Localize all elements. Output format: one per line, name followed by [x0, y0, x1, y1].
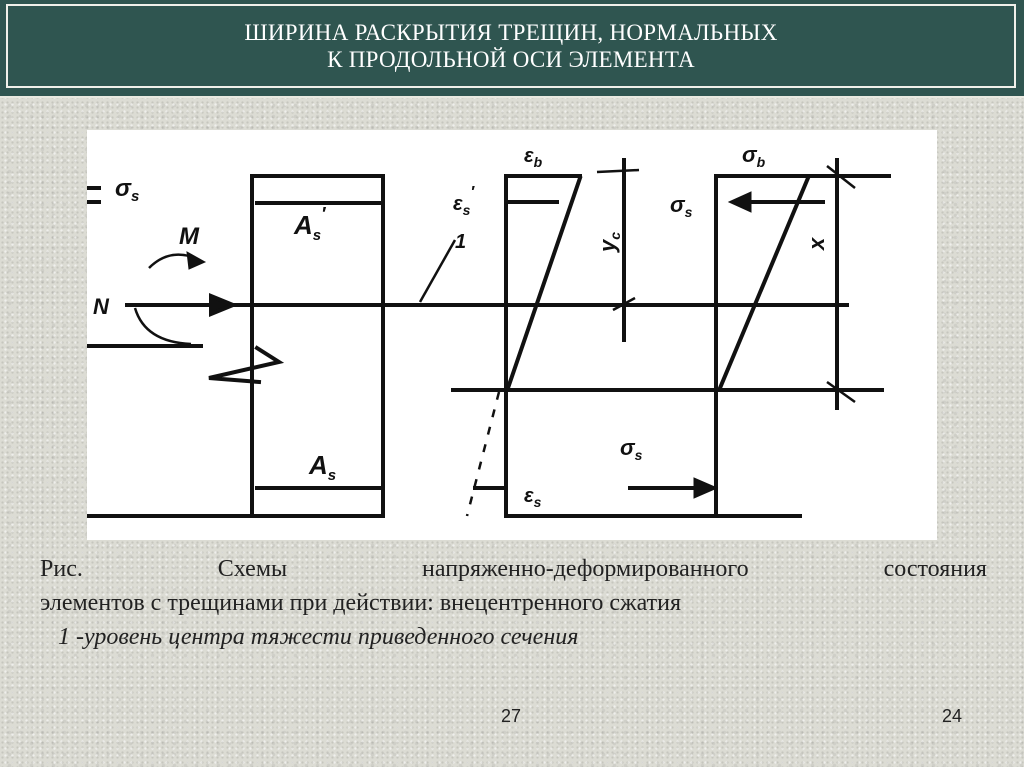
compression-arrow-head	[729, 192, 751, 212]
label-yc: $y_c$	[595, 231, 623, 252]
slide-header	[0, 0, 1024, 98]
label-force-n: N	[93, 294, 109, 319]
label-eps-s: $\varepsilon_s$	[524, 485, 542, 510]
label-eps-s-prime: $\varepsilon_s'$	[453, 184, 475, 218]
stress-sloped-line	[720, 178, 808, 388]
yc-tick-top	[597, 170, 639, 172]
tension-arrow-head	[694, 478, 717, 498]
caption-word-schemes: Схемы	[217, 556, 288, 582]
figure-caption	[40, 552, 987, 654]
label-area-top: $A_s'$	[294, 204, 326, 244]
force-tail-curve	[135, 308, 191, 344]
diagram-svg	[87, 130, 937, 540]
caption-line-1	[40, 552, 987, 586]
slide-title-frame	[6, 4, 1016, 88]
slide-title-line-2: К ПРОДОЛЬНОЙ ОСИ ЭЛЕМЕНТА	[327, 47, 695, 72]
caption-line-2: элементов с трещинами при действии: внецентренного сжатия	[40, 590, 682, 616]
label-eps-b: $\varepsilon_b$	[524, 145, 543, 170]
page-number-left: 27	[501, 706, 522, 726]
strain-dashed-extension	[467, 392, 499, 516]
caption-word-state: состояния	[883, 556, 987, 582]
page-number-right: 24	[942, 706, 963, 726]
label-moment-m: M	[179, 223, 199, 250]
caption-line-3: 1 -уровень центра тяжести приведенного сечения	[58, 624, 579, 650]
label-sigma-b: $\sigma_b$	[742, 142, 766, 170]
level-one-leader	[420, 240, 455, 302]
strain-sloped-line	[508, 178, 580, 388]
moment-arrow-head	[187, 252, 205, 269]
crack-zigzag	[209, 348, 279, 382]
label-sigma-s-top: $\sigma_s$	[115, 175, 140, 205]
caption-word-stress-strain: напряженно-деформированного	[422, 556, 749, 582]
stress-strain-diagram	[87, 130, 937, 540]
label-sigma-s-bottom: $\sigma_s$	[620, 435, 643, 463]
force-arrow-head	[211, 296, 233, 314]
caption-word-fig: Рис.	[40, 556, 83, 582]
slide-title-line-1: ШИРИНА РАСКРЫТИЯ ТРЕЩИН, НОРМАЛЬНЫХ	[244, 20, 778, 45]
label-x: x	[804, 237, 829, 250]
label-level-one: 1	[455, 231, 467, 253]
label-sigma-s-prime: $\sigma_s$	[670, 192, 693, 220]
label-area-bottom: $A_s$	[309, 450, 337, 484]
